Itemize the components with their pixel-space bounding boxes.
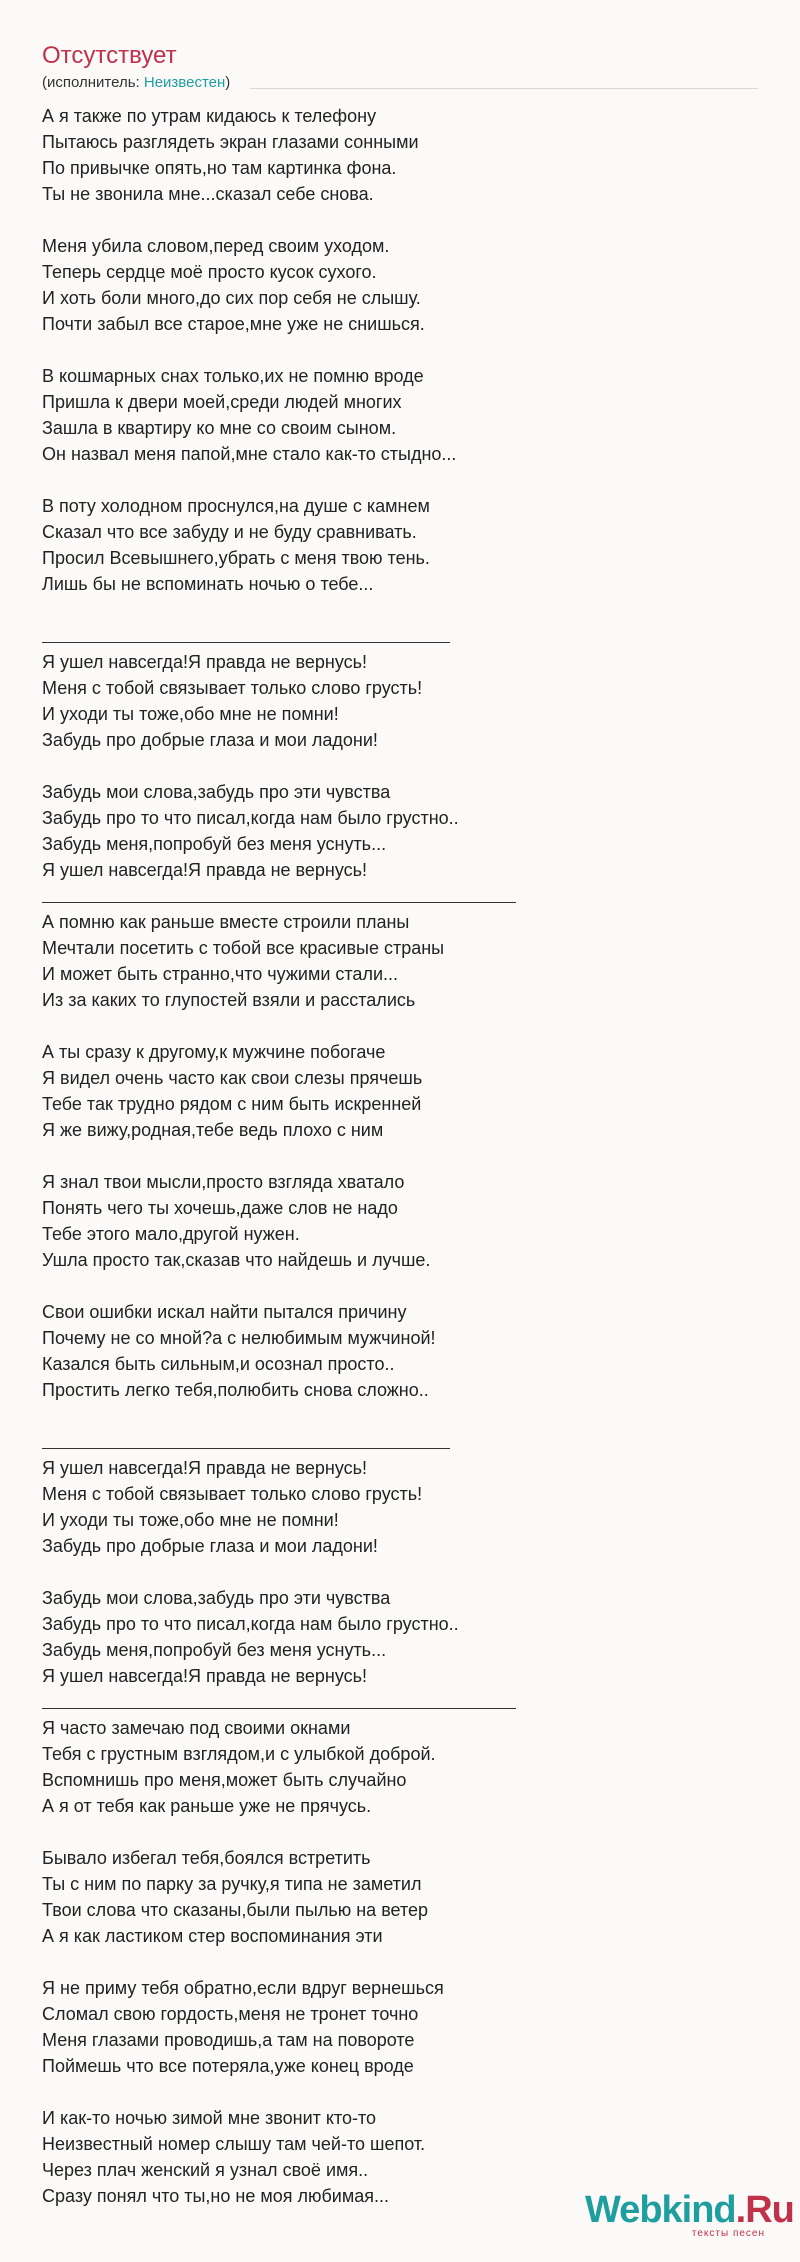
lyric-line: Казался быть сильным,и осознал просто.. [42,1354,395,1374]
lyric-line: Пришла к двери моей,среди людей многих [42,392,402,412]
chorus-separator [42,623,762,649]
lyric-line: И как-то ночью зимой мне звонит кто-то [42,2108,377,2128]
lyric-line: Меня с тобой связывает только слово грусть! [42,678,423,698]
lyric-line: Забудь про то что писал,когда нам было грустно.. [42,1614,459,1634]
lyric-line: Почти забыл все старое,мне уже не снишься. [42,314,425,334]
lyric-line: Он назвал меня папой,мне стало как-то стыдно... [42,444,457,464]
stanza-gap [42,1143,762,1169]
stanza-gap [42,1273,762,1299]
lyric-line: Просил Всевышнего,убрать с меня твою тень. [42,548,430,568]
lyric-line: Забудь меня,попробуй без меня уснуть... [42,834,387,854]
lyric-line: Через плач женский я узнал своё имя.. [42,2160,369,2180]
subtitle-prefix: (исполнитель: [42,74,144,91]
subtitle-suffix: ) [225,74,231,91]
lyric-line: Почему не со мной?а с нелюбимым мужчиной! [42,1328,436,1348]
lyric-line: Теперь сердце моё просто кусок сухого. [42,262,377,282]
stanza-gap [42,1949,762,1975]
header-divider [250,88,758,89]
stanza-gap [42,207,762,233]
lyric-line: А ты сразу к другому,к мужчине побогаче [42,1042,386,1062]
stanza-gap [42,2079,762,2105]
lyric-line: Из за каких то глупостей взяли и расстались [42,990,416,1010]
lyric-line: Я часто замечаю под своими окнами [42,1718,351,1738]
lyric-line: Меня убила словом,перед своим уходом. [42,236,390,256]
lyric-line: Понять чего ты хочешь,даже слов не надо [42,1198,398,1218]
lyric-line: Забудь меня,попробуй без меня уснуть... [42,1640,387,1660]
lyric-line: Меня с тобой связывает только слово грусть! [42,1484,423,1504]
song-title: Отсутствует [42,42,177,69]
lyric-line: И уходи ты тоже,обо мне не помни! [42,704,339,724]
stanza-gap [42,1819,762,1845]
stanza-gap [42,1559,762,1585]
lyric-line: Свои ошибки искал найти пытался причину [42,1302,407,1322]
lyric-line: По привычке опять,но там картинка фона. [42,158,397,178]
lyric-line: Лишь бы не вспоминать ночью о тебе... [42,574,374,594]
lyric-line: Я ушел навсегда!Я правда не вернусь! [42,652,368,672]
lyric-line: А я также по утрам кидаюсь к телефону [42,106,377,126]
lyric-line: Я не приму тебя обратно,если вдруг вернешься [42,1978,444,1998]
stanza-gap [42,337,762,363]
chorus-separator [42,1689,762,1715]
stanza-gap [42,597,762,623]
lyric-line: Поймешь что все потеряла,уже конец вроде [42,2056,414,2076]
lyric-line: Я ушел навсегда!Я правда не вернусь! [42,860,368,880]
lyric-line: Сказал что все забуду и не буду сравнивать. [42,522,417,542]
lyric-line: И может быть странно,что чужими стали... [42,964,399,984]
lyric-line: Вспомнишь про меня,может быть случайно [42,1770,407,1790]
lyric-line: Я ушел навсегда!Я правда не вернусь! [42,1458,368,1478]
lyric-line: Неизвестный номер слышу там чей-то шепот. [42,2134,426,2154]
lyric-line: Забудь про то что писал,когда нам было грустно.. [42,808,459,828]
song-subtitle [42,74,230,91]
stanza-gap [42,753,762,779]
site-logo[interactable] [585,2189,794,2242]
lyric-line: Ты не звонила мне...сказал себе снова. [42,184,374,204]
lyric-line: Забудь про добрые глаза и мои ладони! [42,730,378,750]
lyric-line: Сразу понял что ты,но не моя любимая... [42,2186,389,2206]
chorus-separator [42,883,762,909]
lyric-line: Тебя с грустным взглядом,и с улыбкой доброй. [42,1744,436,1764]
lyric-line: А я от тебя как раньше уже не прячусь. [42,1796,372,1816]
lyric-line: Забудь про добрые глаза и мои ладони! [42,1536,378,1556]
lyric-line: Забудь мои слова,забудь про эти чувства [42,782,391,802]
stanza-gap [42,1403,762,1429]
lyric-line: А помню как раньше вместе строили планы [42,912,410,932]
logo-domain: .Ru [735,2189,794,2231]
lyric-line: Пытаюсь разглядеть экран глазами сонными [42,132,419,152]
lyric-line: Ты с ним по парку за ручку,я типа не заметил [42,1874,422,1894]
lyric-line: Я ушел навсегда!Я правда не вернусь! [42,1666,368,1686]
chorus-separator [42,1429,762,1455]
lyric-line: И хоть боли много,до сих пор себя не слышу. [42,288,421,308]
lyric-line: Мечтали посетить с тобой все красивые страны [42,938,445,958]
lyric-line: Простить легко тебя,полюбить снова сложно.. [42,1380,429,1400]
lyric-line: Ушла просто так,сказав что найдешь и лучше. [42,1250,431,1270]
artist-link[interactable]: Неизвестен [143,74,226,91]
lyric-line: Я же вижу,родная,тебе ведь плохо с ним [42,1120,384,1140]
logo-brand [585,2189,794,2231]
lyric-line: В поту холодном проснулся,на душе с камнем [42,496,430,516]
lyric-line: В кошмарных снах только,их не помню вроде [42,366,424,386]
stanza-gap [42,1013,762,1039]
logo-brand-name: Webkind [585,2189,736,2231]
lyric-line: Тебе так трудно рядом с ним быть искренней [42,1094,422,1114]
lyric-line: А я как ластиком стер воспоминания эти [42,1926,383,1946]
stanza-gap [42,467,762,493]
lyric-line: Я видел очень часто как свои слезы прячешь [42,1068,423,1088]
lyric-line: Зашла в квартиру ко мне со своим сыном. [42,418,397,438]
lyric-line: Твои слова что сказаны,были пылью на ветер [42,1900,429,1920]
lyric-line: Сломал свою гордость,меня не тронет точно [42,2004,419,2024]
lyric-line: Забудь мои слова,забудь про эти чувства [42,1588,391,1608]
lyric-line: Меня глазами проводишь,а там на повороте [42,2030,415,2050]
lyrics-body [42,103,762,2209]
logo-tagline: тексты песен [691,2228,765,2239]
lyric-line: Бывало избегал тебя,боялся встретить [42,1848,371,1868]
lyric-line: Я знал твои мысли,просто взгляда хватало [42,1172,405,1192]
lyric-line: И уходи ты тоже,обо мне не помни! [42,1510,339,1530]
lyric-line: Тебе этого мало,другой нужен. [42,1224,300,1244]
